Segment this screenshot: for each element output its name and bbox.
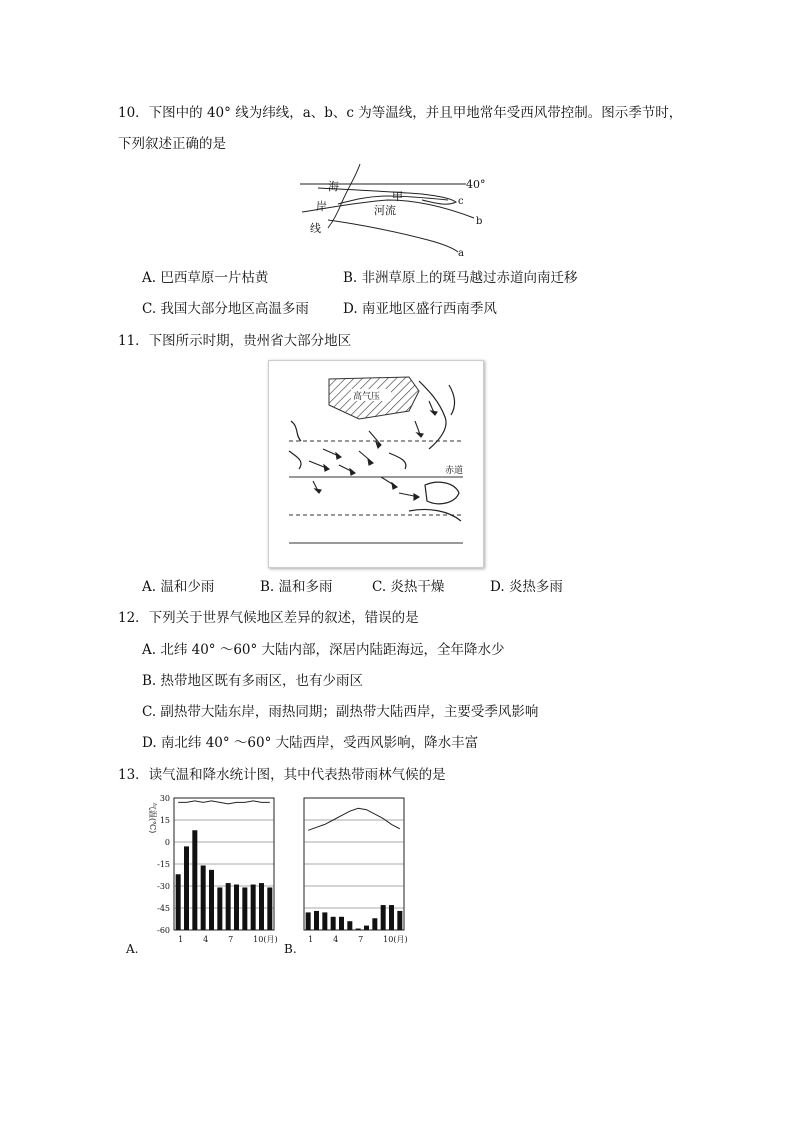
precip-bar bbox=[259, 883, 264, 930]
q10-option-c[interactable]: C. 我国大部分地区高温多雨 bbox=[142, 301, 309, 317]
q10-a-label: a bbox=[458, 248, 464, 258]
y-tick-label: 15 bbox=[159, 816, 170, 825]
y-tick-label: 30 bbox=[159, 794, 170, 803]
q10-option-a[interactable]: A. 巴西草原一片枯黄 bbox=[142, 270, 269, 286]
precip-bar bbox=[372, 918, 377, 930]
q11-option-a[interactable]: A. 温和少雨 bbox=[142, 579, 215, 595]
q10-b-label: b bbox=[476, 216, 483, 227]
precip-bar bbox=[356, 929, 361, 930]
q10-figure-river-isotherm-map bbox=[298, 162, 498, 258]
precip-bar bbox=[331, 917, 336, 930]
q11-option-b[interactable]: B. 温和多雨 bbox=[260, 579, 333, 595]
precip-bar bbox=[322, 912, 327, 930]
q10-stem-line1: 10．下图中的 40° 线为纬线，a、b、c 为等温线，并且甲地常年受西风带控制。图示季节时， bbox=[118, 105, 683, 121]
q13-stem: 13．读气温和降水统计图，其中代表热带雨林气候的是 bbox=[118, 767, 446, 783]
q11-figure-monsoon-map bbox=[269, 361, 483, 567]
q10-jia-label: 甲 bbox=[392, 190, 403, 203]
precip-bar bbox=[234, 885, 239, 930]
x-tick-label: 4 bbox=[203, 935, 209, 944]
precip-bar bbox=[347, 921, 352, 930]
precip-bar bbox=[389, 905, 394, 930]
q10-option-d[interactable]: D. 南亚地区盛行西南季风 bbox=[343, 301, 497, 317]
q10-an-label: 岸 bbox=[316, 200, 327, 213]
q11-figure-frame bbox=[268, 360, 484, 568]
y-tick-label: -45 bbox=[157, 904, 170, 913]
q11-high-pressure-label: 高气压 bbox=[353, 392, 381, 402]
precip-bar bbox=[242, 887, 247, 930]
q10-xian-label: 线 bbox=[310, 222, 321, 235]
precip-bar bbox=[201, 865, 206, 930]
x-tick-label: 10(月) bbox=[383, 935, 408, 944]
y-tick-label: -30 bbox=[157, 882, 170, 891]
y-tick-label: 0 bbox=[164, 838, 170, 847]
q10-stem-line2: 下列叙述正确的是 bbox=[118, 136, 226, 152]
precip-bar bbox=[267, 887, 272, 930]
q12-stem: 12．下列关于世界气候地区差异的叙述，错误的是 bbox=[118, 610, 419, 626]
precip-bar bbox=[251, 885, 256, 930]
q11-stem: 11．下图所示时期，贵州省大部分地区 bbox=[118, 333, 352, 349]
q11-option-d[interactable]: D. 炎热多雨 bbox=[490, 579, 563, 595]
q13-chart-b bbox=[298, 792, 408, 952]
precip-bar bbox=[217, 887, 222, 930]
precip-bar bbox=[381, 905, 386, 930]
q11-equator-label: 赤道 bbox=[445, 466, 464, 476]
q10-c-label: c bbox=[458, 196, 464, 207]
x-tick-label: 7 bbox=[358, 935, 364, 944]
q12-option-d[interactable]: D. 南北纬 40° ～60° 大陆西岸，受西风影响，降水丰富 bbox=[142, 735, 479, 751]
q12-option-a[interactable]: A. 北纬 40° ～60° 大陆内部，深居内陆距海远，全年降水少 bbox=[142, 642, 505, 658]
precip-bar bbox=[209, 870, 214, 930]
x-tick-label: 7 bbox=[228, 935, 234, 944]
temp-line bbox=[308, 808, 400, 830]
precip-bar bbox=[192, 830, 197, 930]
x-tick-label: 10(月) bbox=[253, 935, 278, 944]
q11-option-c[interactable]: C. 炎热干燥 bbox=[372, 579, 445, 595]
precip-bar bbox=[176, 874, 181, 930]
y-axis-label: 气温(℃) bbox=[148, 802, 157, 834]
temp-line bbox=[178, 801, 270, 804]
q13-chart-a-label[interactable]: A. bbox=[126, 942, 139, 956]
precip-bar bbox=[184, 846, 189, 930]
q12-option-b[interactable]: B. 热带地区既有多雨区，也有少雨区 bbox=[142, 673, 364, 689]
q10-hai-label: 海 bbox=[328, 180, 339, 193]
q12-option-c[interactable]: C. 副热带大陆东岸，雨热同期；副热带大陆西岸，主要受季风影响 bbox=[142, 704, 539, 720]
q10-lat-label: 40° bbox=[466, 178, 486, 191]
q10-option-b[interactable]: B. 非洲草原上的斑马越过赤道向南迁移 bbox=[343, 270, 578, 286]
precip-bar bbox=[314, 911, 319, 930]
x-tick-label: 1 bbox=[178, 935, 184, 944]
q10-heliu-label: 河流 bbox=[374, 204, 396, 217]
x-tick-label: 1 bbox=[308, 935, 314, 944]
precip-bar bbox=[306, 912, 311, 930]
precip-bar bbox=[364, 926, 369, 930]
q13-chart-a bbox=[128, 792, 278, 952]
x-tick-label: 4 bbox=[333, 935, 339, 944]
precip-bar bbox=[226, 883, 231, 930]
precip-bar bbox=[397, 911, 402, 930]
precip-bar bbox=[339, 917, 344, 930]
q13-chart-b-label[interactable]: B. bbox=[284, 942, 297, 956]
y-tick-label: -15 bbox=[157, 860, 170, 869]
y-tick-label: -60 bbox=[157, 926, 170, 935]
